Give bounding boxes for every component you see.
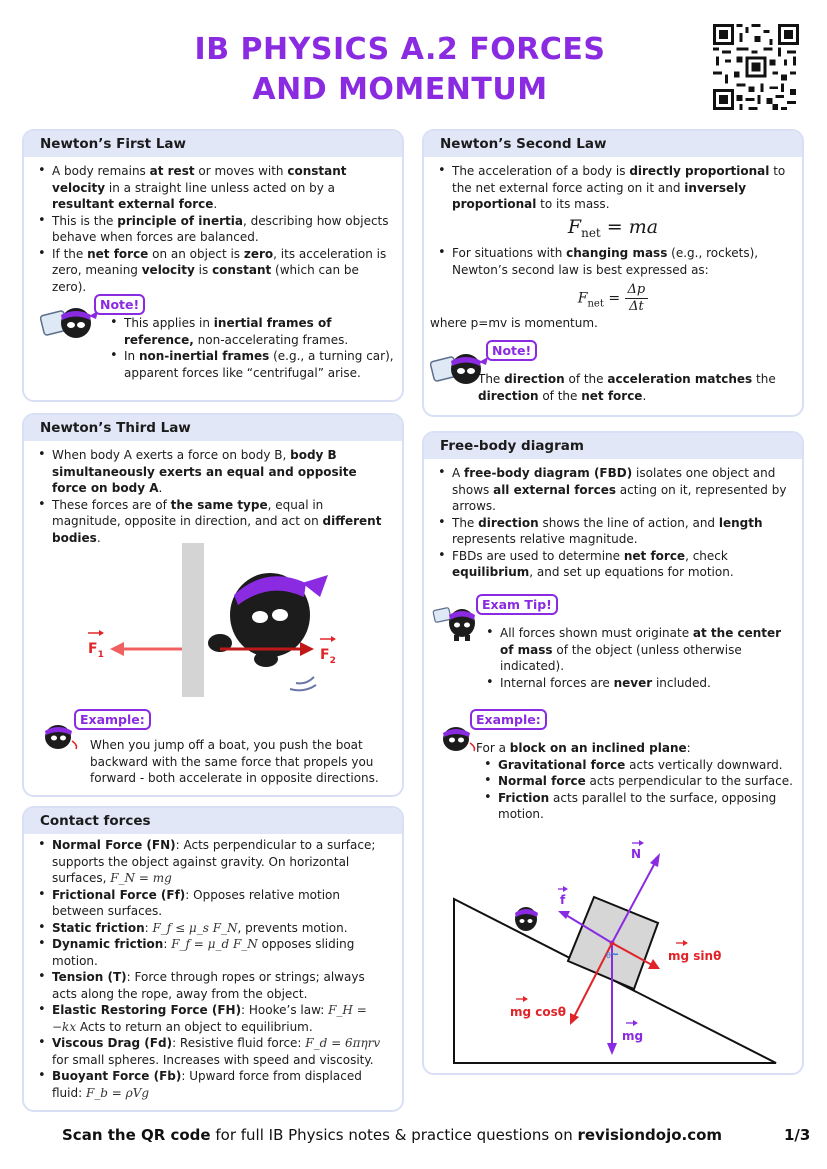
- exam-tip-label: Exam Tip!: [476, 594, 558, 615]
- list-item: • A body remains at rest or moves with constant velocity in a straight line unless acted on by a resultant external force.: [34, 163, 392, 213]
- list-item: • For situations with changing mass (e.g., rockets), Newton’s second law is best expressed as:: [434, 245, 792, 278]
- title-line-1: IB PHYSICS A.2 FORCES: [194, 32, 606, 67]
- list-item: • Normal Force (FN): Acts perpendicular to a surface; supports the object against gravity. On horizontal surfaces, F_N = mg: [34, 837, 392, 887]
- list-item: • When body A exerts a force on body B, body B simultaneously exerts an equal and opposite force on body A.: [34, 447, 392, 497]
- wall-push-illustration: [74, 539, 374, 701]
- card-newtons-first-law: [22, 129, 404, 402]
- card-heading: Free-body diagram: [424, 433, 802, 459]
- example-text: When you jump off a boat, you push the boat backward with the same force that propels you forward - both accelerate in opposite directions.: [90, 738, 379, 785]
- note-text: The direction of the acceleration matches the direction of the net force.: [478, 372, 776, 403]
- footer-text: Scan the QR code for full IB Physics notes & practice questions on revisiondojo.com: [62, 1126, 723, 1144]
- label-theta: θ: [606, 951, 611, 960]
- force-label-f2: $F_2$: [320, 647, 336, 666]
- example-label: Example:: [74, 709, 151, 730]
- list-item: • Normal force acts perpendicular to the surface.: [480, 773, 796, 790]
- list-item: • Tension (T): Force through ropes or strings; always acts along the rope, away from the object.: [34, 969, 392, 1002]
- example-label: Example:: [470, 709, 547, 730]
- card-heading: Contact forces: [24, 808, 402, 834]
- list-item: • Dynamic friction: F_f = μ_d F_N opposes sliding motion.: [34, 936, 392, 969]
- label-mg: mg: [622, 1029, 644, 1043]
- list-item: • A free-body diagram (FBD) isolates one object and shows all external forces acting on it, represented by arrows.: [434, 465, 792, 515]
- where-text: where p=mv is momentum.: [430, 316, 598, 330]
- force-label-f1: $F_1$: [88, 641, 104, 660]
- list-item: • Buoyant Force (Fb): Upward force from displaced fluid: F_b = ρVg: [34, 1068, 392, 1101]
- list-item: • These forces are of the same type, equal in magnitude, opposite in direction, and act on different bodies.: [34, 497, 392, 547]
- card-heading: Newton’s Third Law: [24, 415, 402, 441]
- card-heading: Newton’s Second Law: [424, 131, 802, 157]
- page-title: [140, 30, 660, 110]
- list-item: • Friction acts parallel to the surface, opposing motion.: [480, 790, 796, 823]
- list-item: • Viscous Drag (Fd): Resistive fluid force: F_d = 6πηrv for small spheres. Increases with speed and viscosity.: [34, 1035, 392, 1068]
- card-contact-forces: [22, 806, 404, 1112]
- card-free-body-diagram: [422, 431, 804, 1075]
- formula-newton-second-law: $F_{net}$ = ma: [567, 215, 659, 240]
- note-label: Note!: [94, 294, 145, 315]
- list-item: • Internal forces are never included.: [482, 675, 792, 692]
- ninja-mascot-icon: [40, 297, 100, 343]
- label-normal-force: N: [631, 847, 642, 861]
- example-intro: For a block on an inclined plane:: [476, 741, 691, 755]
- list-item: • If the net force on an object is zero, its acceleration is zero, meaning velocity is constant (which can be zero).: [34, 246, 392, 296]
- list-item: • The direction shows the line of action, and length represents relative magnitude.: [434, 515, 792, 548]
- list-item: • Elastic Restoring Force (FH): Hooke’s law: F_H = −kx Acts to return an object to equilibrium.: [34, 1002, 392, 1035]
- label-mg-cos: mg cosθ: [510, 1005, 567, 1019]
- title-line-2: AND MOMENTUM: [252, 72, 548, 107]
- formula-momentum-form: $F_{net}$ = $\frac{\Delta p}{\Delta t}$: [434, 282, 792, 315]
- list-item: • Static friction: F_f ≤ μ_s F_N, prevents motion.: [34, 920, 392, 937]
- card-heading: Newton’s First Law: [24, 131, 402, 157]
- card-newtons-second-law: [422, 129, 804, 417]
- note-label: Note!: [486, 340, 537, 361]
- website-link[interactable]: revisiondojo.com: [577, 1126, 723, 1144]
- inclined-plane-diagram: [448, 837, 788, 1067]
- label-friction: f: [560, 893, 566, 907]
- list-item: • FBDs are used to determine net force, check equilibrium, and set up equations for motion.: [434, 548, 792, 581]
- page-number: 1/3: [784, 1126, 811, 1144]
- list-item: • This applies in inertial frames of reference, non-accelerating frames.: [106, 315, 396, 348]
- list-item: • This is the principle of inertia, describing how objects behave when forces are balanced.: [34, 213, 392, 246]
- qr-code[interactable]: [713, 24, 799, 110]
- list-item: • The acceleration of a body is directly proportional to the net external force acting on it and inversely proportional to its mass.: [434, 163, 792, 213]
- label-mg-sin: mg sinθ: [668, 949, 722, 963]
- list-item: • All forces shown must originate at the center of mass of the object (unless otherwise indicated).: [482, 625, 792, 675]
- card-newtons-third-law: [22, 413, 404, 797]
- list-item: • Gravitational force acts vertically downward.: [480, 757, 796, 774]
- list-item: • Frictional Force (Ff): Opposes relative motion between surfaces.: [34, 887, 392, 920]
- list-item: • In non-inertial frames (e.g., a turning car), apparent forces like “centrifugal” arise.: [106, 348, 396, 381]
